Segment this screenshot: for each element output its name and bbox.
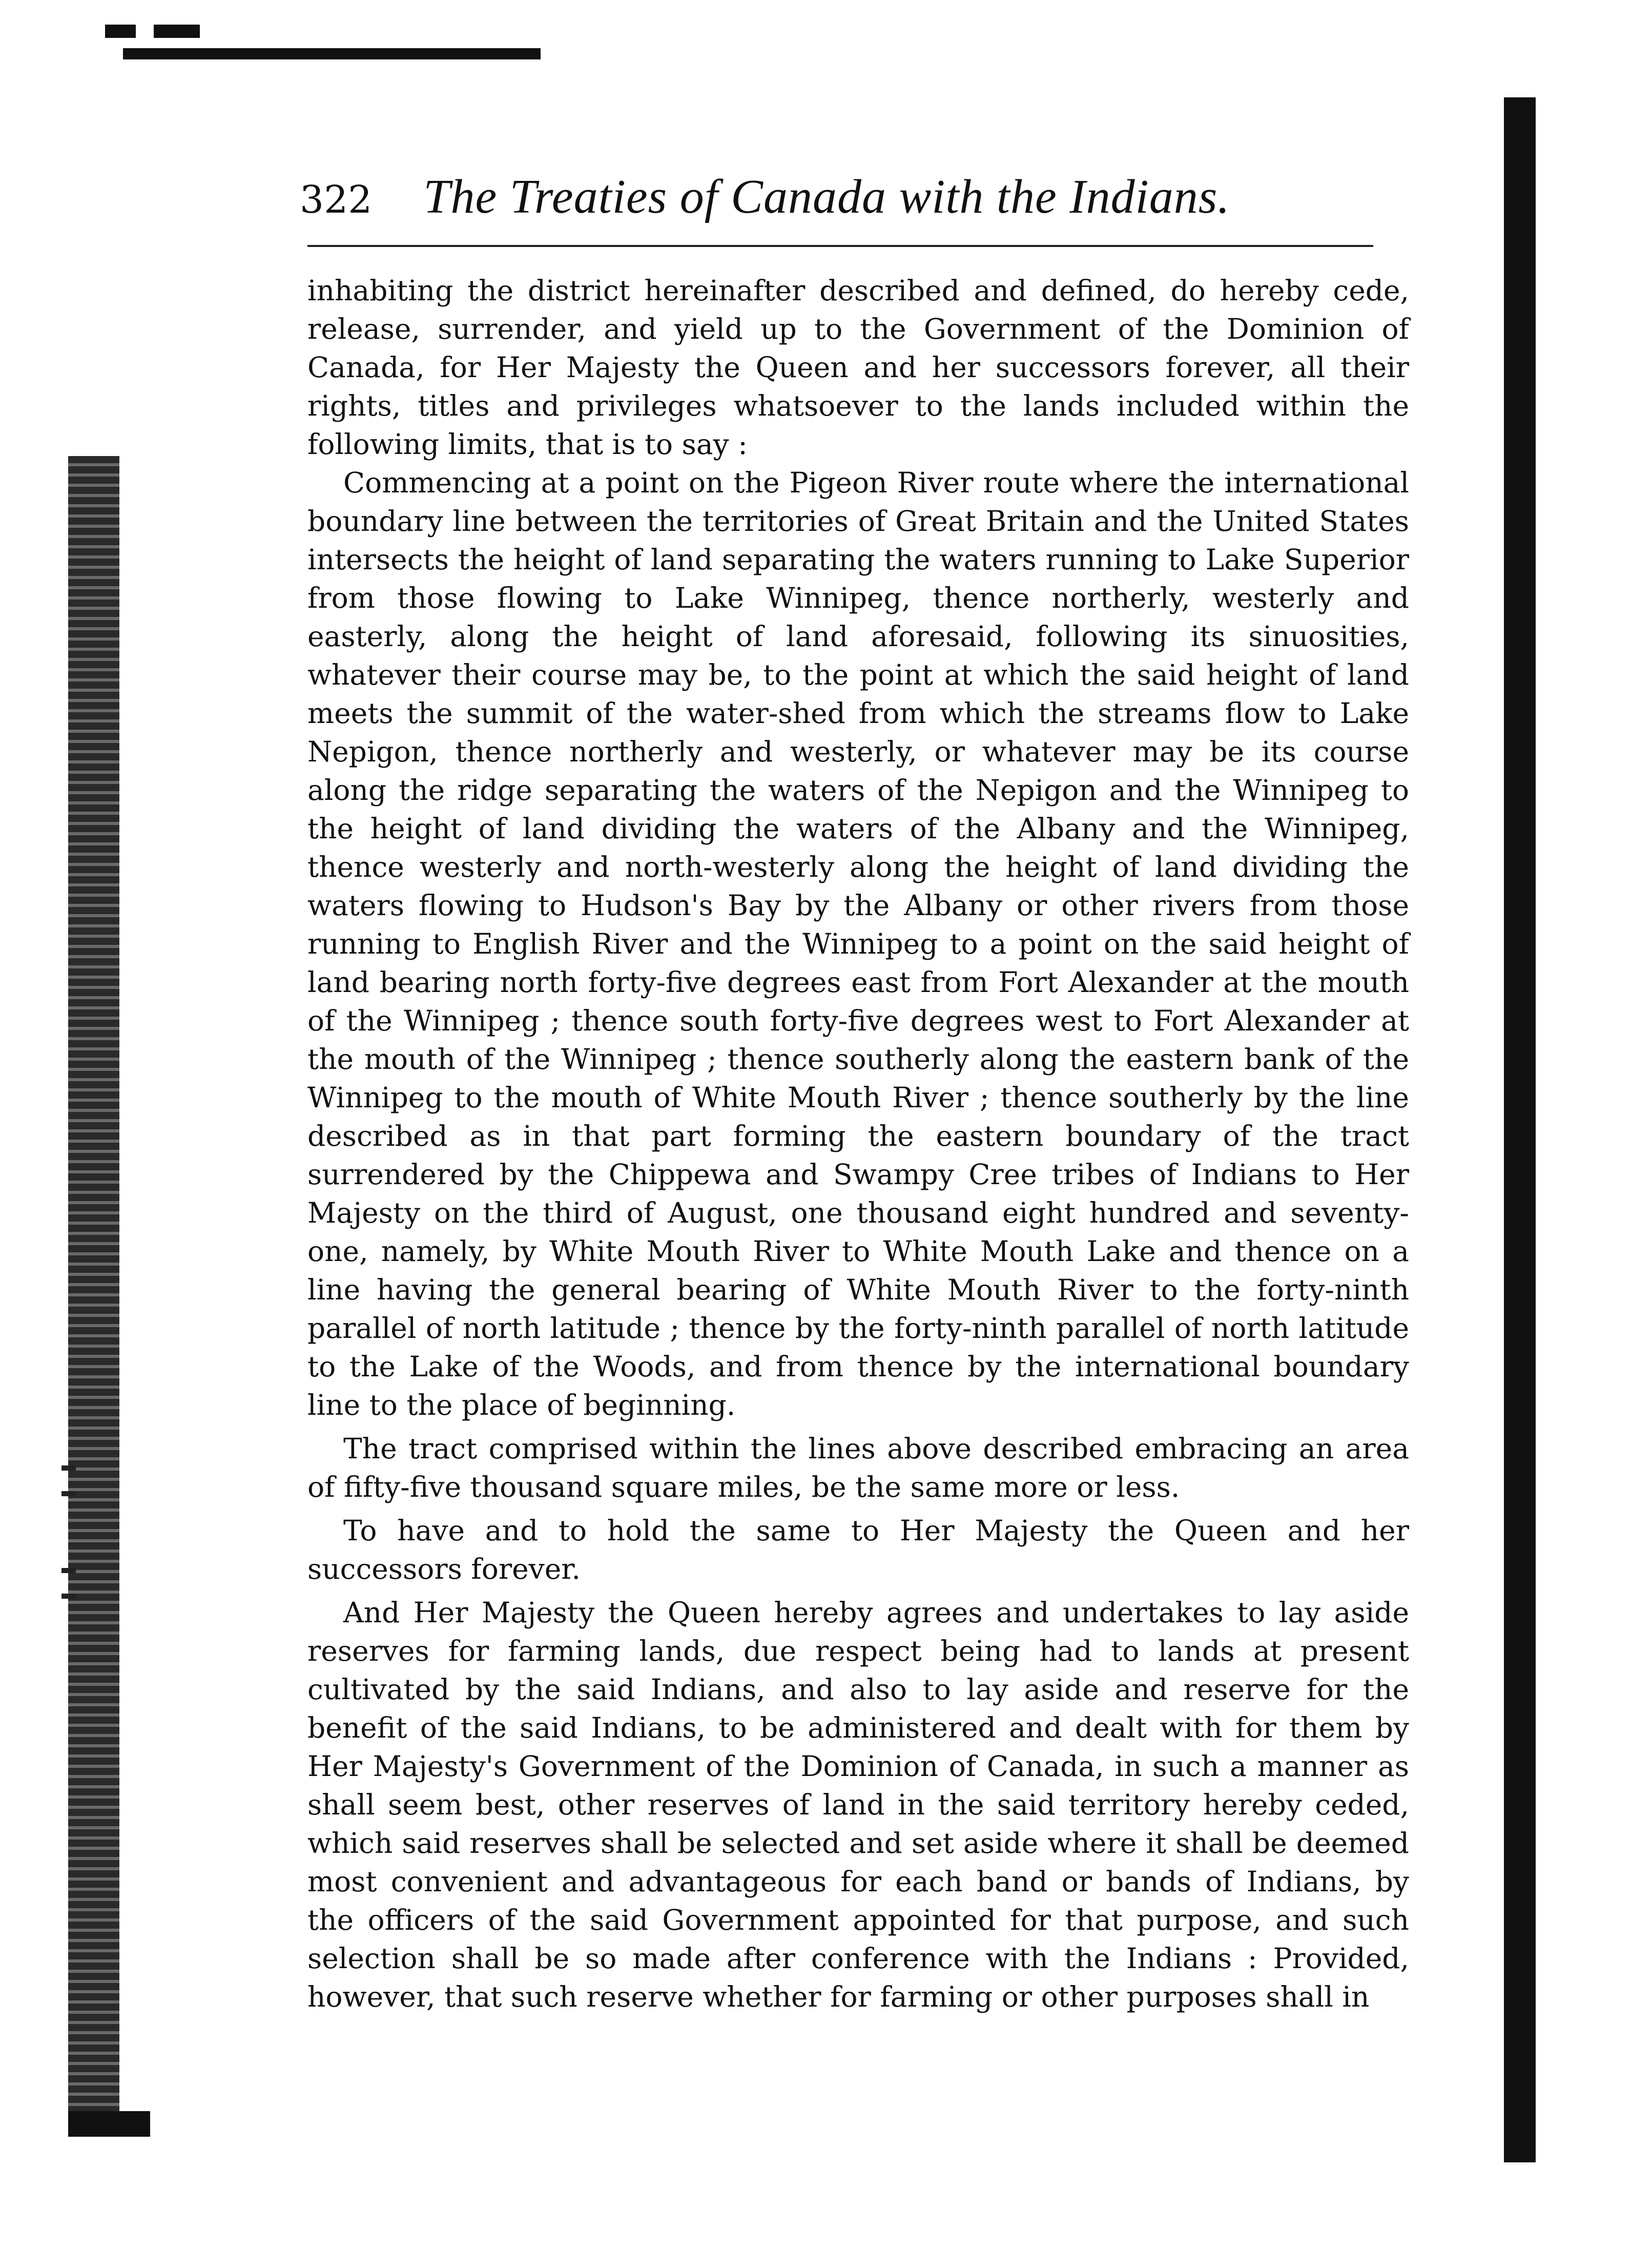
running-head [300,169,1376,225]
scan-artifact-tick [61,1568,76,1573]
header-rule [307,245,1373,247]
scan-binding-edge-right [1504,97,1536,2162]
paragraph-habendum: To have and to hold the same to Her Majesty the Queen and her successors forever. [307,1514,1409,1585]
paragraph-continued: inhabiting the district hereinafter described and defined, do hereby cede, release, surrender, and yield up to the Government of the Dominion of Canada, for Her Majesty the Queen and her successors forever, all their rights, titles and privileges whatsoever to the lands included within the following limits, that is to say : [307,274,1409,461]
scan-binding-edge-left [68,456,119,2137]
paragraph-boundary-description: Commencing at a point on the Pigeon River route where the international boundary line between the territories of Great Britain and the United States intersects the height of land separating the waters running to Lake Superior from those flowing to Lake Winnipeg, thence northerly, westerly and easterly, along the height of land aforesaid, following its sinuosities, whatever their course may be, to the point at which the said height of land meets the summit of the water-shed from which the streams flow to Lake Nepigon, thence northerly and westerly, or whatever may be its course along the ridge separating the waters of the Nepigon and the Winnipeg to the height of land dividing the waters of the Albany and the Winnipeg, thence westerly and north-westerly along the height of land dividing the waters flowing to Hudson's Bay by the Albany or other rivers from those running to English River and the Winnipeg to a point on the said height of land bearing north forty-five degrees east from Fort Alexander at the mouth of the Winnipeg ; thence south forty-five degrees west to Fort Alexander at the mouth of the Winnipeg ; thence southerly along the eastern bank of the Winnipeg to the mouth of White Mouth River ; thence southerly by the line described as in that part forming the eastern boundary of the tract surrendered by the Chippewa and Swampy Cree tribes of Indians to Her Majesty on the third of August, one thousand eight hundred and seventy-one, namely, by White Mouth River to White Mouth Lake and thence on a line having the general bearing of White Mouth River to the forty-ninth parallel of north latitude ; thence by the forty-ninth parallel of north latitude to the Lake of the Woods, and from thence by the international boundary line to the place of beginning. [307,466,1409,1421]
scan-artifact-bar [123,48,541,59]
scan-artifact-tick [61,1594,76,1599]
scan-artifact-mark [105,25,136,38]
running-title: The Treaties of Canada with the Indians. [423,170,1230,223]
scan-binding-edge-base [68,2111,150,2137]
paragraph-tract-area: The tract comprised within the lines above described embracing an area of fifty-five thousand square miles, be the same more or less. [307,1432,1409,1503]
scan-artifact-tick [61,1465,76,1471]
paragraph-reserves: And Her Majesty the Queen hereby agrees and undertakes to lay aside reserves for farming lands, due respect being had to lands at present cultivated by the said Indians, and also to lay aside and reserve for the benefit of the said Indians, to be administered and dealt with for them by Her Majesty's Government of the Dominion of Canada, in such a manner as shall seem best, other reserves of land in the said territory hereby ceded, which said reserves shall be selected and set aside where it shall be deemed most convenient and advantageous for each band or bands of Indians, by the officers of the said Government appointed for that purpose, and such selection shall be so made after conference with the Indians : Provided, however, that such reserve whether for farming or other purposes shall in [307,1596,1409,2013]
scan-artifact-mark [154,25,200,38]
page-number: 322 [300,178,373,222]
body-text [307,272,1409,2016]
scan-artifact-tick [61,1491,76,1496]
